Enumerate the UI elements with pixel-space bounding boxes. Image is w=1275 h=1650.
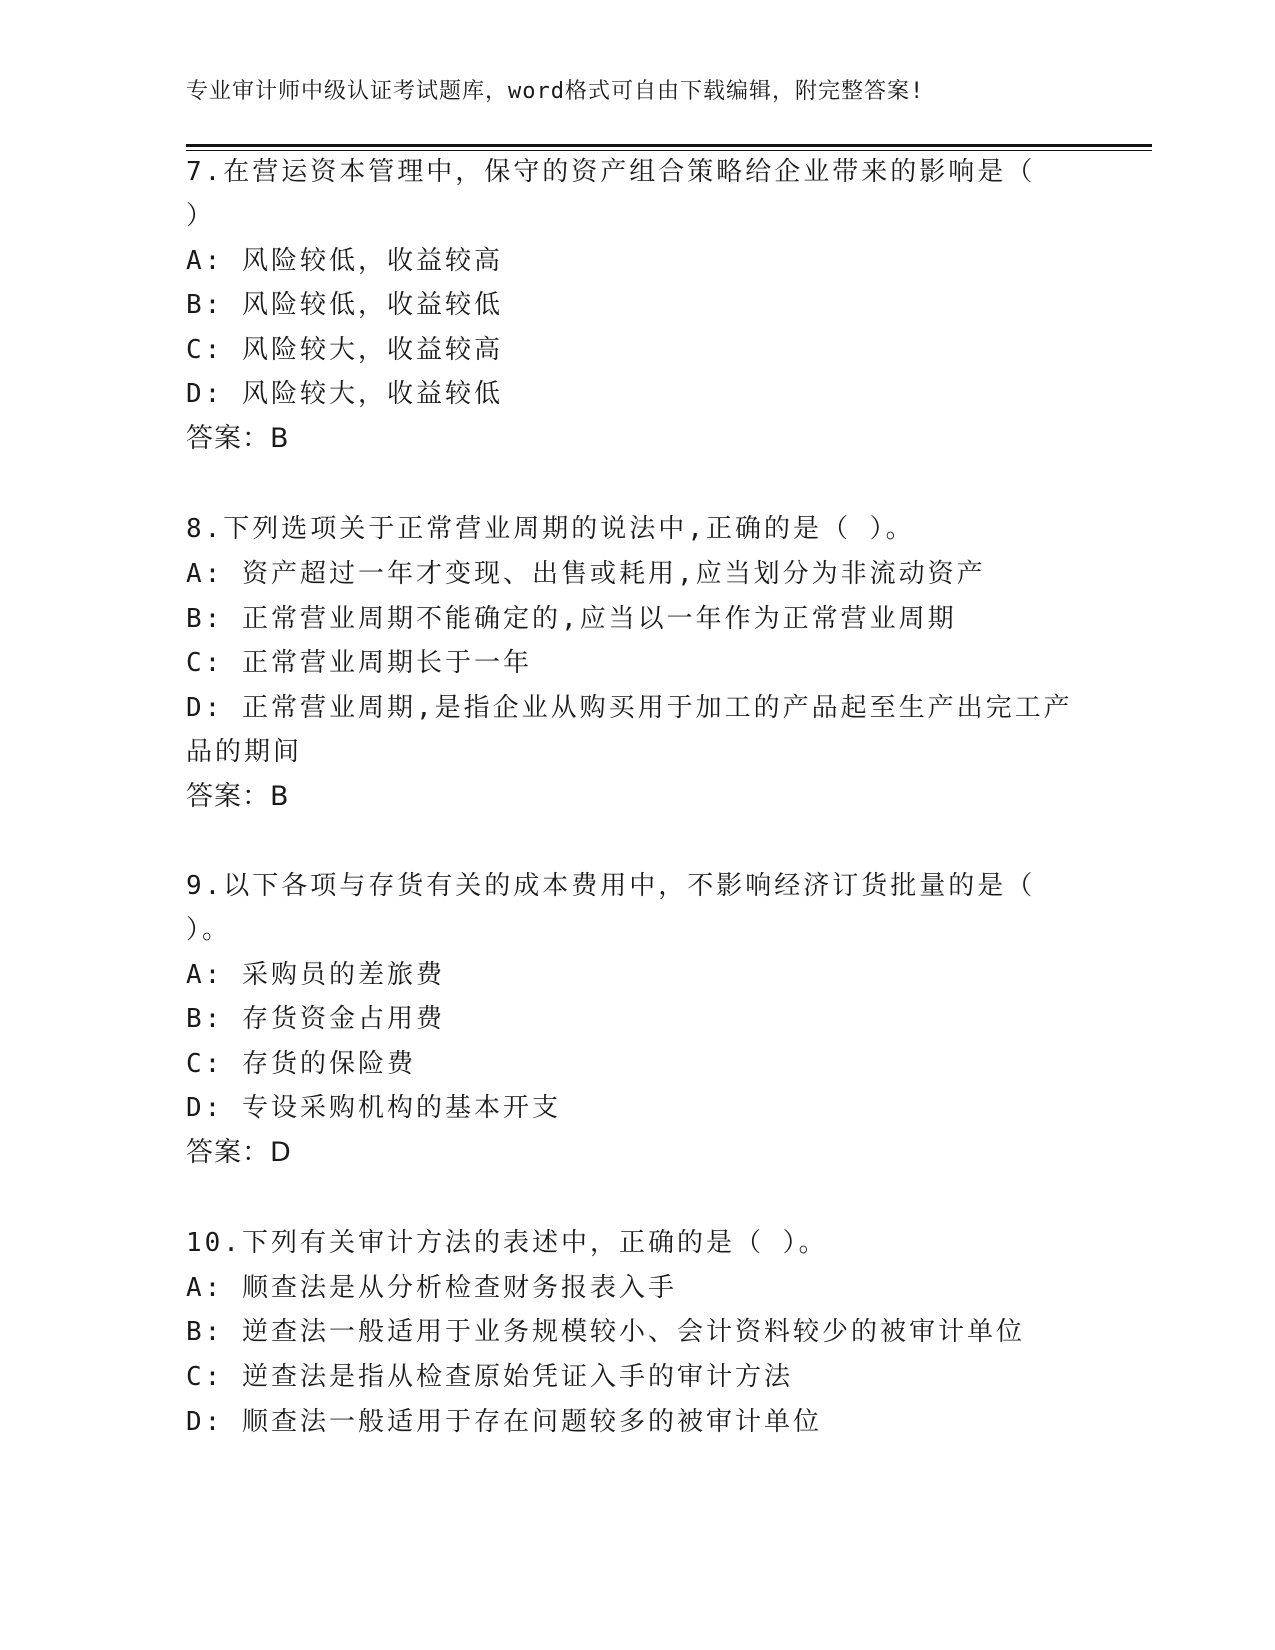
question-9-option-d: D: 专设采购机构的基本开支 (186, 1093, 561, 1123)
question-9-option-b: B: 存货资金占用费 (186, 1004, 445, 1034)
header-divider-thin (186, 150, 1152, 151)
question-7-option-b: B: 风险较低，收益较低 (186, 290, 503, 320)
question-9-answer: 答案：D (186, 1137, 292, 1168)
question-8-option-b: B: 正常营业周期不能确定的,应当以一年作为正常营业周期 (186, 604, 957, 634)
question-9-option-c: C: 存货的保险费 (186, 1049, 416, 1079)
question-7-option-d: D: 风险较大，收益较低 (186, 379, 503, 409)
question-10-option-a: A: 顺查法是从分析检查财务报表入手 (186, 1273, 677, 1303)
question-10-option-c: C: 逆查法是指从检查原始凭证入手的审计方法 (186, 1362, 793, 1392)
question-9-stem-cont: ）。 (186, 915, 232, 945)
question-8-option-c: C: 正常营业周期长于一年 (186, 648, 532, 678)
question-10-stem: 10.下列有关审计方法的表述中，正确的是（ ）。 (186, 1228, 828, 1258)
question-10-option-b: B: 逆查法一般适用于业务规模较小、会计资料较少的被审计单位 (186, 1317, 1025, 1347)
question-8-stem: 8.下列选项关于正常营业周期的说法中,正确的是（ ）。 (186, 514, 915, 544)
question-7-answer: 答案：B (186, 423, 290, 454)
question-7-stem: 7.在营运资本管理中，保守的资产组合策略给企业带来的影响是（ (186, 157, 1036, 187)
question-7-stem-cont: ） (186, 201, 216, 231)
question-8-option-a: A: 资产超过一年才变现、出售或耗用,应当划分为非流动资产 (186, 559, 986, 589)
question-7-option-a: A: 风险较低，收益较高 (186, 246, 503, 276)
question-9-option-a: A: 采购员的差旅费 (186, 960, 445, 990)
header-divider-thick (186, 144, 1152, 147)
question-10-option-d: D: 顺查法一般适用于存在问题较多的被审计单位 (186, 1407, 822, 1437)
page-header: 专业审计师中级认证考试题库，word格式可自由下载编辑，附完整答案! (186, 79, 925, 104)
question-9-stem: 9.以下各项与存货有关的成本费用中，不影响经济订货批量的是（ (186, 871, 1036, 901)
question-8-answer: 答案：B (186, 781, 290, 812)
question-7-option-c: C: 风险较大，收益较高 (186, 335, 503, 365)
question-8-option-d-cont: 品的期间 (186, 737, 303, 767)
question-8-option-d: D: 正常营业周期,是指企业从购买用于加工的产品起至生产出完工产 (186, 693, 1073, 723)
